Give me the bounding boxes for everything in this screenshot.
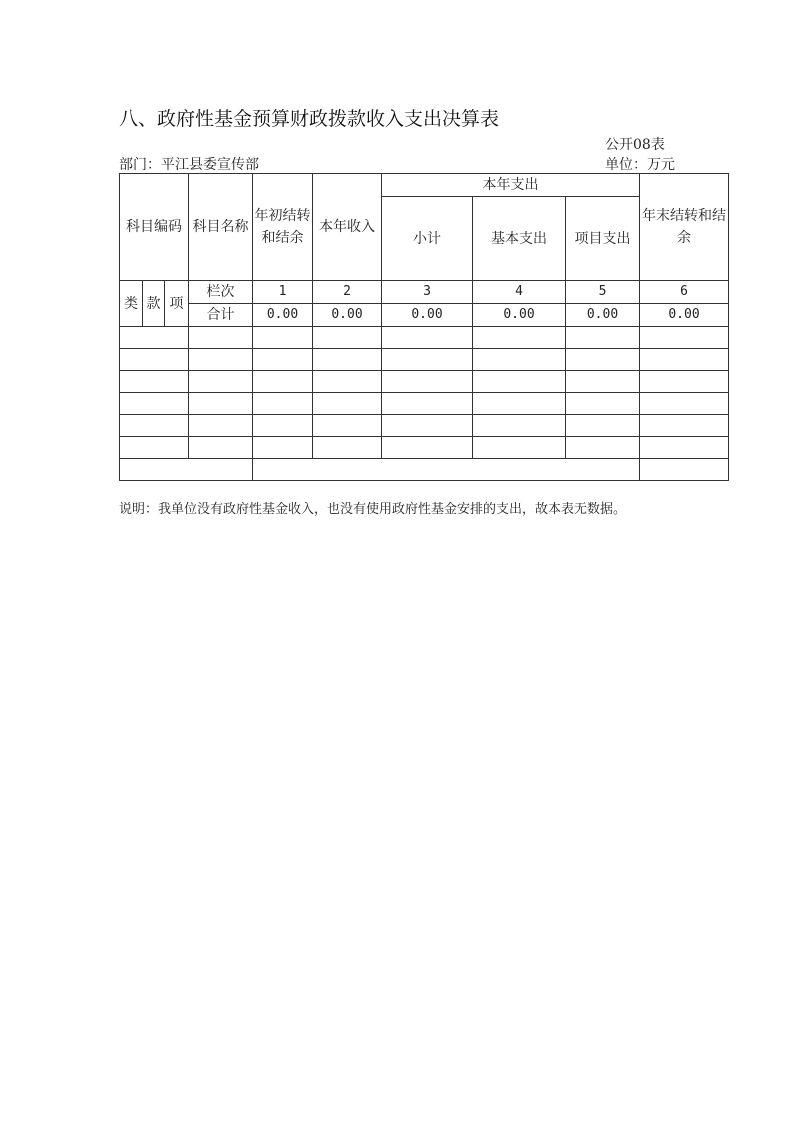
note: 说明：我单位没有政府性基金收入，也没有使用政府性基金安排的支出，故本表无数据。 bbox=[119, 502, 627, 517]
total-value: 0.00 bbox=[313, 304, 382, 327]
table-row bbox=[120, 459, 729, 481]
header-begin-balance: 年初结转和结余 bbox=[253, 174, 313, 281]
table-row bbox=[120, 393, 729, 415]
unit-label: 单位：万元 bbox=[605, 157, 675, 173]
table-row bbox=[120, 327, 729, 349]
header-expense-group: 本年支出 bbox=[382, 174, 640, 197]
total-value: 0.00 bbox=[473, 304, 566, 327]
header-basic-expense: 基本支出 bbox=[473, 197, 566, 281]
column-number: 4 bbox=[473, 281, 566, 304]
total-label: 合计 bbox=[189, 304, 253, 327]
budget-table bbox=[119, 173, 729, 481]
table-row bbox=[120, 371, 729, 393]
column-number: 1 bbox=[253, 281, 313, 304]
table-row bbox=[120, 415, 729, 437]
total-value: 0.00 bbox=[640, 304, 729, 327]
total-value: 0.00 bbox=[566, 304, 640, 327]
total-row bbox=[120, 304, 729, 327]
total-value: 0.00 bbox=[382, 304, 473, 327]
header-subtotal: 小计 bbox=[382, 197, 473, 281]
header-section: 款 bbox=[143, 281, 165, 327]
header-project-expense: 项目支出 bbox=[566, 197, 640, 281]
column-number: 2 bbox=[313, 281, 382, 304]
total-value: 0.00 bbox=[253, 304, 313, 327]
header-item: 项 bbox=[165, 281, 189, 327]
table-row bbox=[120, 349, 729, 371]
table-row bbox=[120, 437, 729, 459]
table-code-label: 公开08表 bbox=[605, 137, 665, 153]
header-end-balance: 年末结转和结余 bbox=[640, 174, 729, 281]
column-number: 6 bbox=[640, 281, 729, 304]
header-subject-code: 科目编码 bbox=[120, 174, 189, 281]
department-label: 部门：平江县委宣传部 bbox=[119, 157, 259, 173]
column-number: 3 bbox=[382, 281, 473, 304]
header-subject-name: 科目名称 bbox=[189, 174, 253, 281]
page-title: 八、政府性基金预算财政拨款收入支出决算表 bbox=[119, 108, 500, 130]
header-income: 本年收入 bbox=[313, 174, 382, 281]
header-class: 类 bbox=[120, 281, 143, 327]
column-number: 5 bbox=[566, 281, 640, 304]
column-no-label: 栏次 bbox=[189, 281, 253, 304]
